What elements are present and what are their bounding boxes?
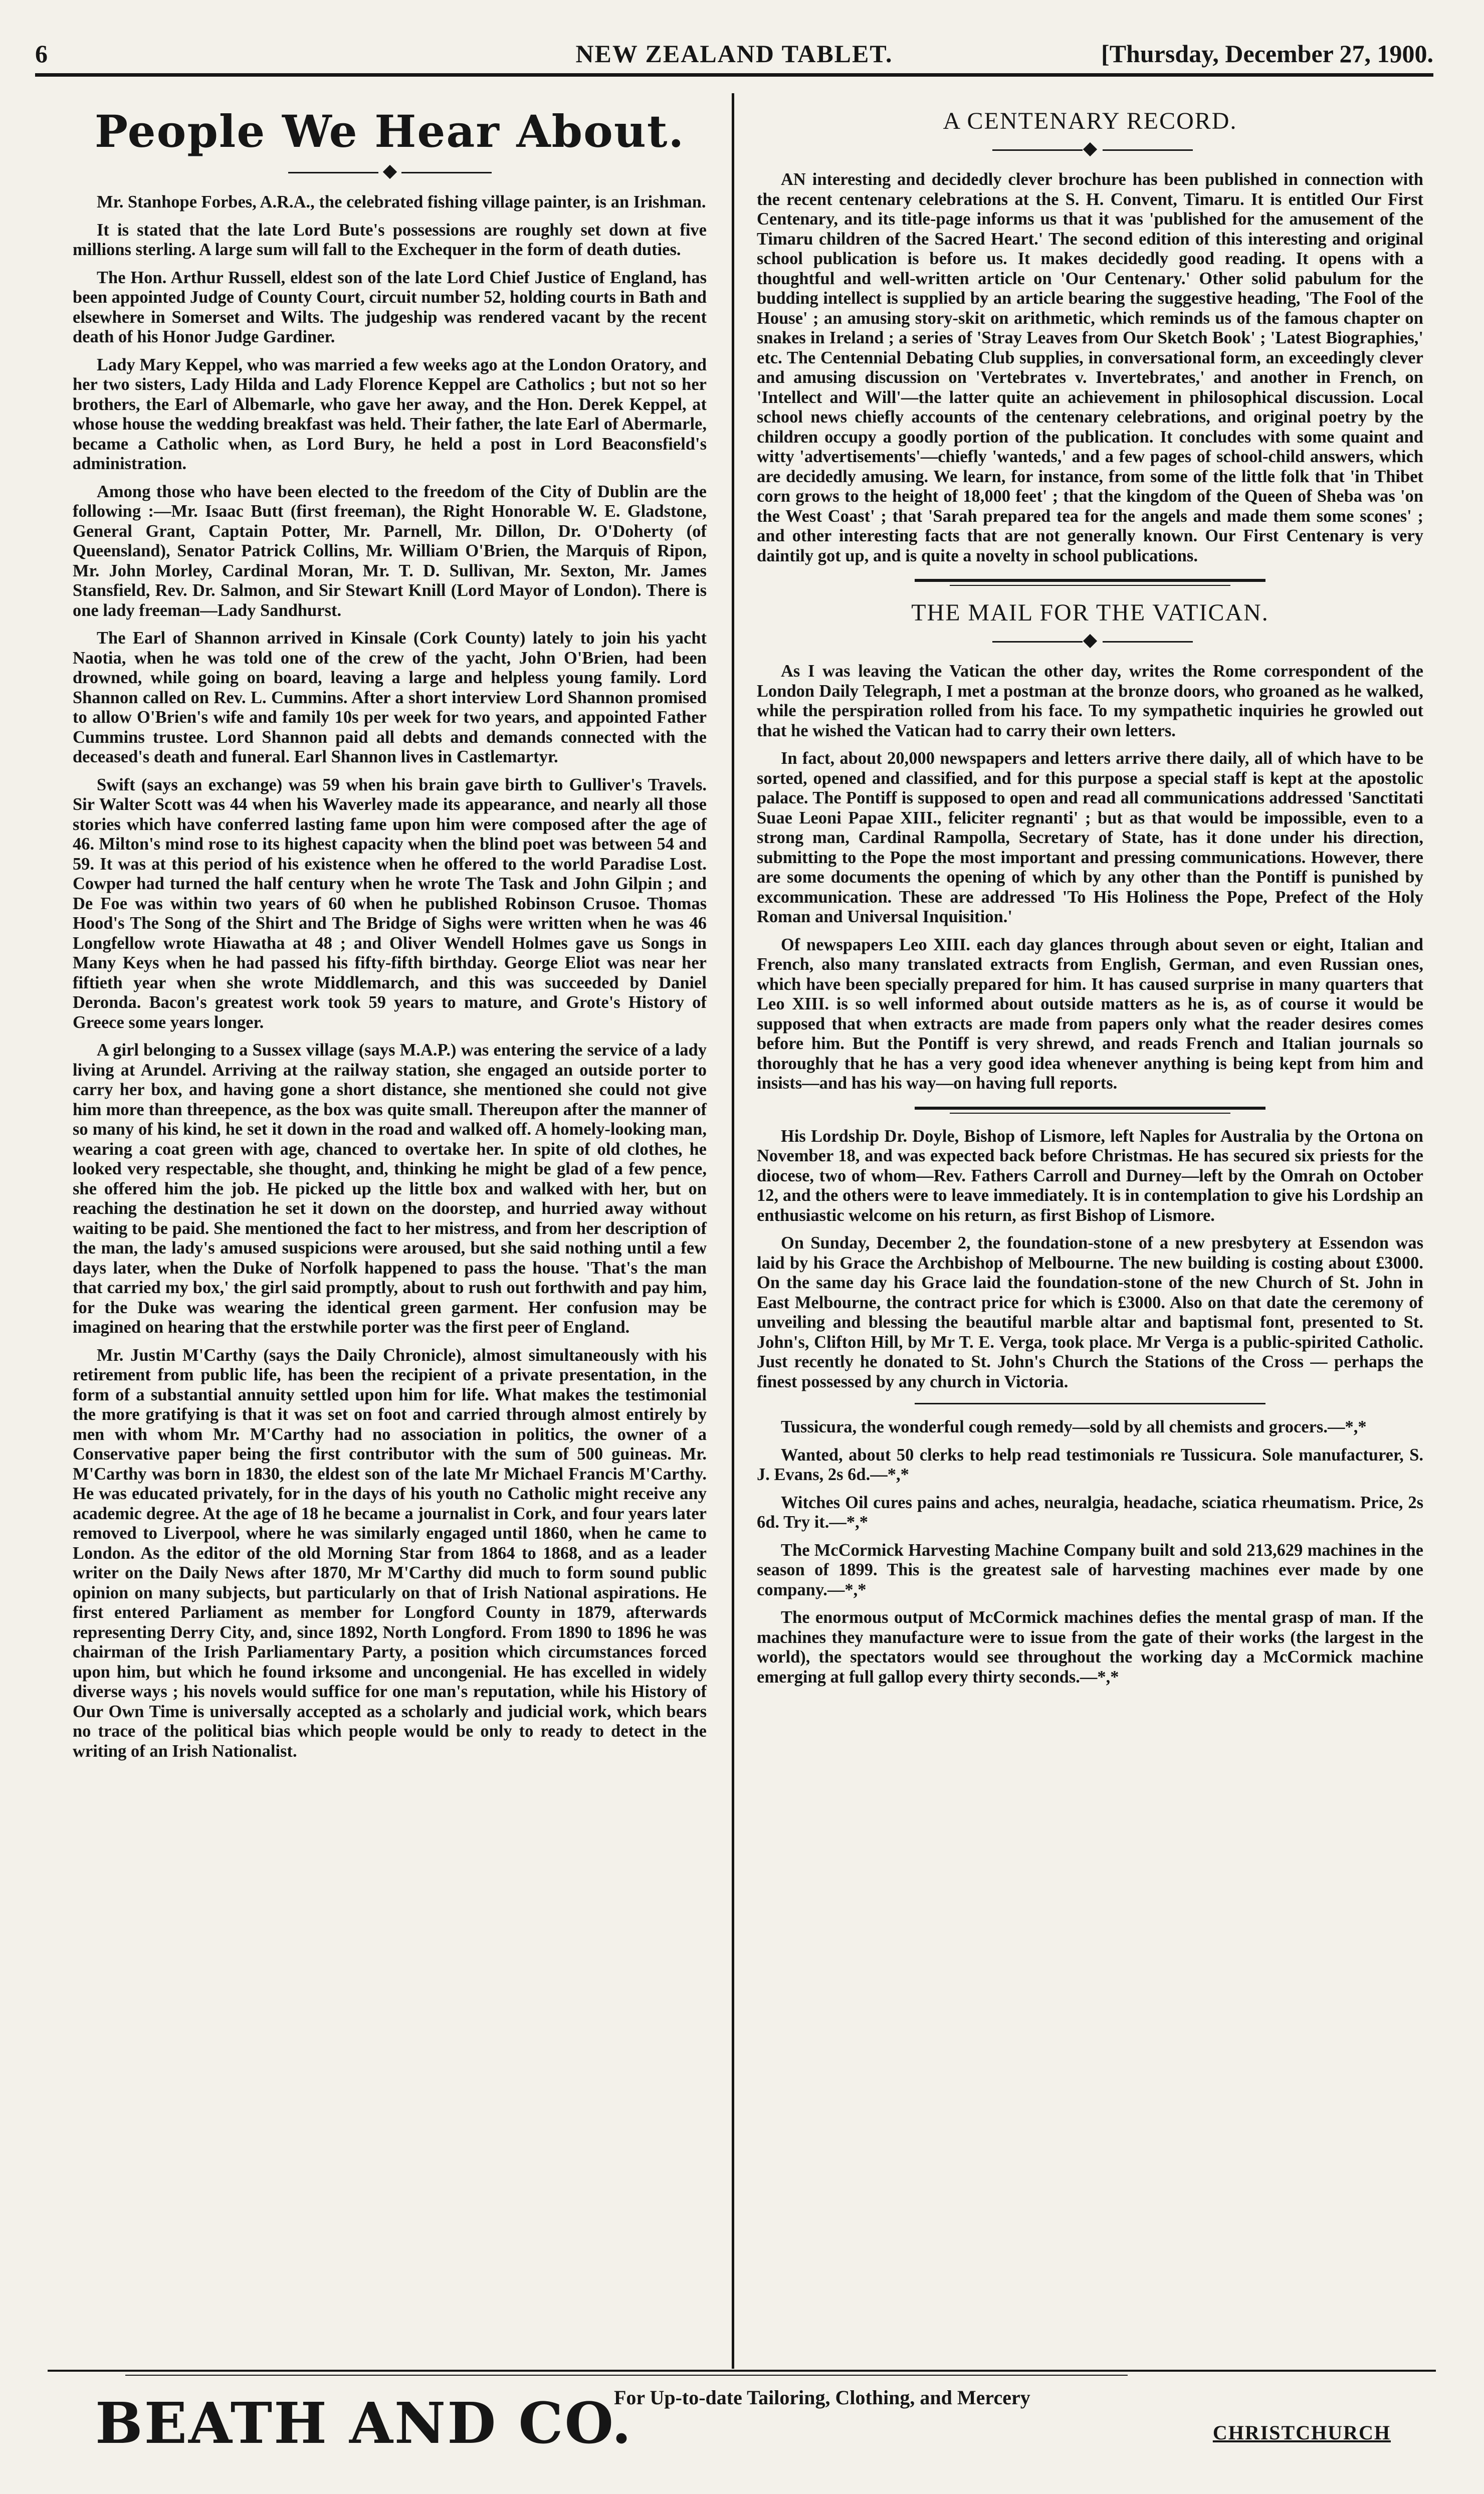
ad-paragraph: Wanted, about 50 clerks to help read testimonials re Tussicura. Sole manufacturer, S. J. Evans, 2s 6d.—*,* — [757, 1445, 1423, 1484]
left-column — [73, 100, 707, 1769]
people-articles — [73, 192, 707, 1761]
advertiser-tagline: For Up-to-date Tailoring, Clothing, and Mercery — [614, 2386, 1030, 2409]
news-paragraph: His Lordship Dr. Doyle, Bishop of Lismore, left Naples for Australia by the Ortona on November 18, and was expected back before Christmas. He has secured six priests for the diocese, two of whom—Rev. Fathers Carroll and Durney—left by the Omrah on October 12, and the others were to leave immediately. It is in contemplation to give his Lordship an enthusiastic welcome on his return, as first Bishop of Lismore. — [757, 1126, 1423, 1225]
article-paragraph: The Earl of Shannon arrived in Kinsale (Cork County) lately to join his yacht Naotia, when he was told one of the crew of the yacht, John O'Brien, had been drowned, while going on board, leaving a large and helpless young family. Lord Shannon called on Rev. L. Cummins. After a short interview Lord Shannon promised to allow O'Brien's wife and family 10s per week for two years, and appointed Father Cummins trustee. Lord Shannon paid all debts and demands connected with the deceased's death and funeral. Earl Shannon lives in Castlemartyr. — [73, 629, 707, 766]
ornament-divider — [757, 632, 1423, 652]
advertiser-name: BEATH AND CO. — [95, 2391, 633, 2456]
ad-paragraph: Witches Oil cures pains and aches, neuralgia, headache, sciatica rheumatism. Price, 2s 6d. Try it.—*,* — [757, 1493, 1423, 1532]
footer-rule — [48, 2370, 1436, 2372]
article-paragraph: Swift (says an exchange) was 59 when his brain gave birth to Gulliver's Travels. Sir Walter Scott was 44 when his Waverley made its appearance, and nearly all those stories which have conferred lasting fame upon him were composed after the age of 46. Milton's mind rose to its highest capacity when the blind poet was between 54 and 59. It was at this period of his existence when he offered to the world Paradise Lost. Cowper had turned the half century when he wrote The Task and John Gilpin ; and De Foe was within two years of 60 when he published Robinson Crusoe. Thomas Hood's The Song of the Shirt and The Bridge of Sighs were written when he was 46 Longfellow wrote Hiawatha at 48 ; and Oliver Wendell Holmes gave us Songs in Many Keys when he had passed his fifty-fifth birthday. George Eliot was near her fiftieth year when she wrote Middlemarch, and this was succeeded by Daniel Deronda. Bacon's greatest work took 59 years to mature, and Grote's History of Greece some years longer. — [73, 775, 707, 1032]
article-paragraph: It is stated that the late Lord Bute's possessions are roughly set down at five millions sterling. A large sum will fall to the Exchequer in the form of death duties. — [73, 220, 707, 259]
article-paragraph: AN interesting and decidedly clever brochure has been published in connection with the recent centenary celebrations at the S. H. Convent, Timaru. It is entitled Our First Centenary, and its title-page informs us that it was 'published for the amusement of the Timaru children of the Sacred Heart.' The second edition of this interesting and original school publication is before us. It makes decidedly good reading. It opens with a thoughtful and well-written article on 'Our Centenary.' Other solid pabulum for the budding intellect is supplied by an article bearing the suggestive heading, 'The Fool of the House' ; an amusing story-skit on arithmetic, which reminds us of the famous chapter on snakes in Ireland ; a series of 'Stray Leaves from Our Sketch Book' ; 'Latest Biographies,' etc. The Centennial Debating Club supplies, in conversational form, an exceedingly clever and amusing discussion on 'Vertebrates v. Invertebrates,' and another in French, on 'Intellect and Will'—the latter quite an achievement in philosophical discussion. Local school news chiefly accounts of the centenary celebrations, and original poetry by the children occupy a goodly portion of the publication. It concludes with some quaint and witty 'advertisements'—chiefly 'wanteds,' and a few pages of school-child answers, which are decidedly amusing. We learn, for instance, from some of the little folk that 'in Thibet corn grows to the height of 18,000 feet' ; that the kingdom of the Queen of Sheba was 'on the West Coast' ; that 'Sarah prepared tea for the angels and made them some scones' ; and other interesting facts that are not generally known. Our First Centenary is very daintily got up, and is quite a novelty in school publications. — [757, 170, 1423, 565]
section-separator — [915, 579, 1265, 586]
footer-advert — [95, 2381, 1428, 2466]
short-rule — [915, 1403, 1265, 1404]
article-paragraph: Lady Mary Keppel, who was married a few weeks ago at the London Oratory, and her two sisters, Lady Hilda and Lady Florence Keppel are Catholics ; but not so her brothers, the Earl of Albemarle, who gave her away, and the Hon. Derek Keppel, at whose house the wedding breakfast was held. Their father, the late Earl of Abermarle, became a Catholic when, as Lord Bury, he held a post in Lord Beaconsfield's administration. — [73, 355, 707, 473]
section-heading-vatican: THE MAIL FOR THE VATICAN. — [911, 599, 1269, 626]
masthead-rule — [35, 73, 1433, 77]
section-heading-people: People We Hear About. — [94, 105, 685, 157]
ornament-divider — [73, 162, 707, 182]
article-paragraph: Of newspapers Leo XIII. each day glances through about seven or eight, Italian and French, also many translated extracts from English, German, and even Russian ones, which have been specially prepared for him. It has caused surprise in many quarters that Leo XIII. is so well informed about outside matters as he is, as of course it would be supposed that when extracts are made from papers only what the reader desires comes before him. But the Pontiff is very shrewd, and reads French and Italian journals so thoroughly that he has a very good idea whenever anything is being kept from him and insists—and has his way—on having full reports. — [757, 935, 1423, 1093]
page-number: 6 — [35, 40, 48, 68]
article-paragraph: Mr. Justin M'Carthy (says the Daily Chronicle), almost simultaneously with his retirement from public life, has been the recipient of a private presentation, in the form of a substantial annuity settled upon him for life. What makes the testimonial the more gratifying is that it was set on foot and carried through almost entirely by men with whom Mr. M'Carthy had no association in politics, the owner of a Conservative paper being the first contributor with the sum of 500 guineas. Mr. M'Carthy was born in 1830, the eldest son of the late Mr Michael Francis M'Carthy. He was educated privately, for in the days of his youth no Catholic might receive any academic degree. At the age of 18 he became a journalist in Cork, and four years later removed to Liverpool, where he was similarly engaged until 1860, when he came to London. As the editor of the old Morning Star from 1864 to 1868, and as a leader writer on the Daily News after 1870, Mr M'Carthy did much to form sound public opinion on many subjects, but particularly on that of Irish National aspirations. He first entered Parliament as member for Longford County in 1879, afterwards representing Derry City, and, since 1892, North Longford. From 1890 to 1896 he was chairman of the Irish Parliamentary Party, a position which circumstances forced upon him, but which he found irksome and uncongenial. He has excelled in widely diverse ways ; his novels would suffice for one man's reputation, while his History of Our Own Time is universally accepted as a scholarly and judicial work, which bears no trace of the political bias which people would be only to ready to detect in the writing of an Irish Nationalist. — [73, 1345, 707, 1761]
section-heading-centenary: A CENTENARY RECORD. — [943, 108, 1237, 134]
issue-date: [Thursday, December 27, 1900. — [1101, 40, 1433, 68]
article-paragraph: Among those who have been elected to the freedom of the City of Dublin are the following :—Mr. Isaac Butt (first freeman), the Right Honorable W. E. Gladstone, General Grant, Captain Potter, Mr. Parnell, Mr. Dillon, Dr. O'Doherty (of Queensland), Senator Patrick Collins, Mr. William O'Brien, the Marquis of Ripon, Mr. John Morley, Cardinal Moran, Mr. T. D. Sullivan, Mr. Sexton, Mr. James Stansfield, Rev. Dr. Salmon, and Sir Stewart Knill (Lord Mayor of London). There is one lady freeman—Lady Sandhurst. — [73, 482, 707, 620]
ad-paragraph: The McCormick Harvesting Machine Company built and sold 213,629 machines in the season of 1899. This is the greatest sale of harvesting machines ever made by one company.—*,* — [757, 1540, 1423, 1599]
article-paragraph: The Hon. Arthur Russell, eldest son of the late Lord Chief Justice of England, has been appointed Judge of County Court, circuit number 52, holding courts in Bath and elsewhere in Somerset and Wilts. The judgeship was rendered vacant by the recent death of his Honor Judge Gardiner. — [73, 268, 707, 346]
ad-paragraph: Tussicura, the wonderful cough remedy—sold by all chemists and grocers.—*,* — [781, 1417, 1367, 1436]
newspaper-title: NEW ZEALAND TABLET. — [575, 40, 893, 68]
masthead — [35, 39, 1433, 69]
ad-paragraph: The enormous output of McCormick machines defies the mental grasp of man. If the machines they manufacture were to issue from the gate of their works (the largest in the world), the spectators would see throughout the working day a McCormick machine emerging at full gallop every thirty seconds.—*,* — [757, 1608, 1423, 1687]
ornament-divider — [757, 140, 1423, 160]
article-paragraph: Mr. Stanhope Forbes, A.R.A., the celebrated fishing village painter, is an Irishman. — [97, 192, 706, 212]
article-paragraph: A girl belonging to a Sussex village (says M.A.P.) was entering the service of a lady living at Arundel. Arriving at the railway station, she engaged an outside porter to carry her box, and having gone a short distance, she mentioned she could not give him more than threepence, as the box was quite small. Thereupon after the manner of so many of his kind, he set it down in the road and walked off. A homely-looking man, wearing a coat green with age, chanced to overtake her. In spite of old clothes, he looked very respectable, she thought, and, thinking he might be glad of a few pence, she offered him the job. He picked up the little box and walked with her, but on reaching the destination he set it down on the doorstep, and hurried away without waiting to be paid. She mentioned the fact to her mistress, and from her description of the man, the lady's amused suspicions were aroused, but she said nothing until a few days later, when the Duke of Norfolk happened to pass the house. 'That's the man that carried my box,' the girl said promptly, about to rush out forthwith and pay him, for the Duke was wearing the identical green garment. Her confusion may be imagined on hearing that the erstwhile porter was the first peer of England. — [73, 1041, 707, 1337]
advertiser-city: CHRISTCHURCH — [1212, 2421, 1391, 2444]
article-paragraph: As I was leaving the Vatican the other day, writes the Rome correspondent of the London Daily Telegraph, I met a postman at the bronze doors, who groaned as he walked, while the perspiration rolled from his face. To my sympathetic inquiries he growled out that he wished the Vatican had to carry their own letters. — [757, 662, 1423, 740]
right-column — [757, 100, 1423, 1695]
article-paragraph: In fact, about 20,000 newspapers and letters arrive there daily, all of which have to be sorted, opened and classified, and for this purpose a special staff is kept at the apostolic palace. The Pontiff is supposed to open and read all communications addressed 'Sanctitati Suae Leoni Papae XIII., feliciter regnanti' ; but as that would be impossible, even to a strong man, Cardinal Rampolla, Secretary of State, has it done under his direction, submitting to the Pope the most important and pressing communications. However, there are some documents the opening of which by any other than the Pontiff is punished by excommunication. These are addressed 'To His Holiness the Pope, Prefect of the Holy Roman and Universal Inquisition.' — [757, 749, 1423, 926]
news-paragraph: On Sunday, December 2, the foundation-stone of a new presbytery at Essendon was laid by his Grace the Archbishop of Melbourne. The new building is costing about £3000. On the same day his Grace laid the foundation-stone of the new Church of St. John in East Melbourne, the contract price for which is £3000. Also on that date the ceremony of unveiling and blessing the beautiful marble altar and baptismal font, presented to St. John's, Clifton Hill, by Mr T. E. Verga, took place. Mr Verga is a public-spirited Catholic. Just recently he donated to St. John's Church the Stations of the Cross — perhaps the finest possessed by any church in Victoria. — [757, 1233, 1423, 1391]
column-divider — [732, 93, 734, 2369]
section-separator — [915, 1107, 1265, 1114]
footer-rule-thin — [125, 2375, 1128, 2376]
